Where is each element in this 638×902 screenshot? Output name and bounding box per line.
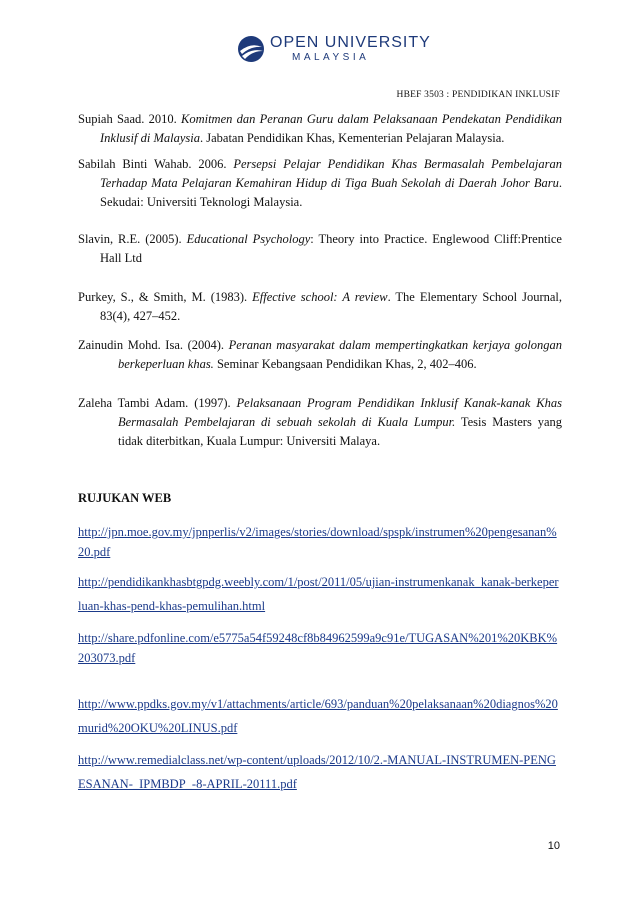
web-reference-link[interactable]: http://share.pdfonline.com/e5775a54f59248cf8b84962599a9c91e/TUGASAN%201%20KBK%203073.pdf bbox=[78, 631, 558, 665]
university-logo bbox=[236, 32, 431, 68]
reference-entry: Zaleha Tambi Adam. (1997). Pelaksanaan Program Pendidikan Inklusif Kanak-kanak Khas Bermasalah Pembelajaran di sebuah sekolah di Kuala Lumpur. Tesis Masters yang tidak diterbitkan, Kuala Lumpur: Universiti Malaya. bbox=[78, 396, 562, 448]
reference-entry: Sabilah Binti Wahab. 2006. Persepsi Pelajar Pendidikan Khas Bermasalah Pembelajaran Terhadap Mata Pelajaran Kemahiran Hidup di Tiga Buah Sekolah di Daerah Johor Baru. Sekudai: Universiti Teknologi Malaysia. bbox=[78, 157, 562, 209]
university-emblem-icon bbox=[236, 34, 266, 64]
course-header: HBEF 3503 : PENDIDIKAN INKLUSIF bbox=[396, 90, 560, 100]
reference-entry: Slavin, R.E. (2005). Educational Psychology: Theory into Practice. Englewood Cliff:Prentice Hall Ltd bbox=[78, 232, 562, 265]
logo-text-line1: OPEN UNIVERSITY bbox=[270, 34, 431, 51]
page-content bbox=[78, 108, 562, 796]
web-references-heading: RUJUKAN WEB bbox=[78, 491, 172, 505]
reference-entry: Zainudin Mohd. Isa. (2004). Peranan masyarakat dalam mempertingkatkan kerjaya golongan berkeperluan khas. Seminar Kebangsaan Pendidikan Khas, 2, 402–406. bbox=[78, 338, 562, 371]
reference-entry: Supiah Saad. 2010. Komitmen dan Peranan Guru dalam Pelaksanaan Pendekatan Pendidikan Inklusif di Malaysia. Jabatan Pendidikan Khas, Kementerian Pelajaran Malaysia. bbox=[78, 112, 562, 145]
page-number: 10 bbox=[547, 840, 560, 852]
web-reference-link[interactable]: http://jpn.moe.gov.my/jpnperlis/v2/images/stories/download/spspk/instrumen%20pengesanan%20.pdf bbox=[78, 525, 557, 559]
web-reference-link[interactable]: http://www.ppdks.gov.my/v1/attachments/article/693/panduan%20pelaksanaan%20diagnos%20murid%20OKU%20LINUS.pdf bbox=[78, 697, 558, 735]
reference-entry: Purkey, S., & Smith, M. (1983). Effective school: A review. The Elementary School Journal, 83(4), 427–452. bbox=[78, 290, 562, 323]
logo-text-line2: MALAYSIA bbox=[292, 52, 370, 63]
web-reference-link[interactable]: http://pendidikankhasbtgpdg.weebly.com/1/post/2011/05/ujian-instrumenkanak_kanak-berkeperluan-khas-pend-khas-pemulihan.html bbox=[78, 575, 559, 613]
web-reference-link[interactable]: http://www.remedialclass.net/wp-content/uploads/2012/10/2.-MANUAL-INSTRUMEN-PENGESANAN-_IPMBDP_-8-APRIL-20111.pdf bbox=[78, 753, 556, 791]
